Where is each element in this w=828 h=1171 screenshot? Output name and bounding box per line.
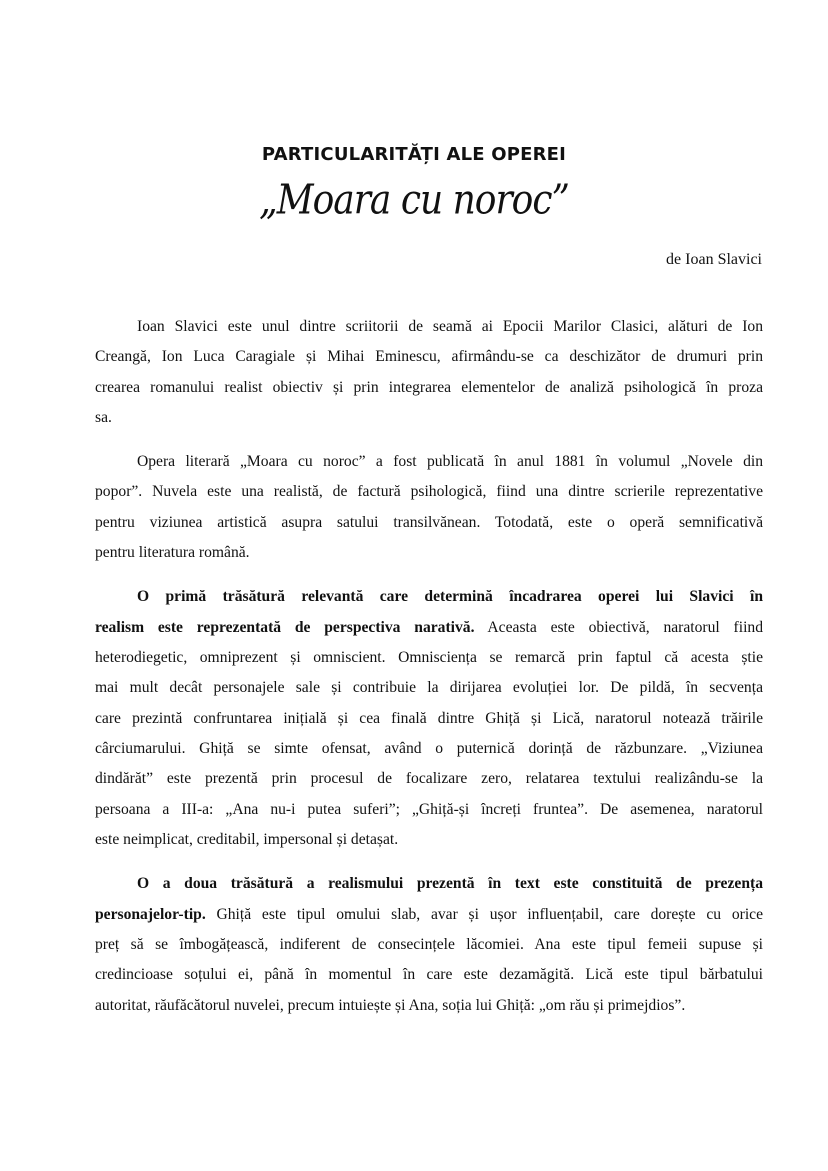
text-span: credincioase soțului ei, până în momentul în care este dezamăgită. Lică este tipul bărbatului xyxy=(95,966,763,984)
text-line xyxy=(95,704,763,734)
text-span: sa. xyxy=(95,409,112,427)
paragraph xyxy=(95,312,763,434)
document-title: PARTICULARITĂȚI ALE OPEREI xyxy=(261,144,567,165)
text-line xyxy=(95,900,763,930)
bold-text: personajelor-tip. xyxy=(95,905,206,923)
text-line xyxy=(95,312,763,342)
text-span: pentru literatura română. xyxy=(95,544,250,562)
text-span: heterodiegetic, omniprezent și omniscient. Omnisciența se remarcă prin faptul că acesta știe xyxy=(95,648,763,666)
text-line xyxy=(95,342,763,372)
bold-text: O a doua trăsătură a realismului prezentă în text este constituită de prezența xyxy=(137,875,763,893)
text-line xyxy=(95,508,763,538)
work-title: „Moara cu noroc” xyxy=(259,176,569,225)
text-span: mai mult decât personajele sale și contribuie la dirijarea evoluției lor. De pildă, în secvența xyxy=(95,679,763,697)
text-span: persoana a III-a: „Ana nu-i putea suferi”; „Ghiță-și încreți fruntea”. De asemenea, naratorul xyxy=(95,800,763,818)
text-line xyxy=(95,960,763,990)
text-line xyxy=(95,447,763,477)
paragraph xyxy=(95,582,763,856)
text-line xyxy=(95,991,763,1021)
paragraph xyxy=(95,869,763,1021)
author-line: de Ioan Slavici xyxy=(666,251,762,268)
text-line xyxy=(95,869,763,899)
text-line xyxy=(95,477,763,507)
text-span: dindărăt” este prezentă prin procesul de focalizare zero, relatarea textului realizându-se la xyxy=(95,770,763,788)
text-line xyxy=(95,930,763,960)
text-span: popor”. Nuvela este una realistă, de factură psihologică, fiind una dintre scrierile reprezentative xyxy=(95,483,763,501)
bold-text: realism este reprezentată de perspectiva narativă. xyxy=(95,618,475,636)
text-line xyxy=(95,373,763,403)
text-line xyxy=(95,795,763,825)
text-line xyxy=(95,825,763,855)
text-line xyxy=(95,643,763,673)
text-span: Opera literară „Moara cu noroc” a fost publicată în anul 1881 în volumul „Novele din xyxy=(137,453,763,471)
text-line xyxy=(95,538,763,568)
text-span: crearea romanului realist obiectiv și prin integrarea elementelor de analiză psihologică în proza xyxy=(95,378,763,396)
text-line xyxy=(95,582,763,612)
bold-text: O primă trăsătură relevantă care determină încadrarea operei lui Slavici în xyxy=(137,588,763,606)
text-span: Ghiță este tipul omului slab, avar și ușor influențabil, care dorește cu orice xyxy=(205,905,763,923)
text-line xyxy=(95,673,763,703)
text-span: cârciumarului. Ghiță se simte ofensat, având o puternică dorință de răzbunzare. „Viziunea xyxy=(95,740,763,758)
document-body xyxy=(95,312,763,1035)
text-span: pentru viziunea artistică asupra satului transilvănean. Totodată, este o operă semnificativă xyxy=(95,513,763,531)
text-line xyxy=(95,764,763,794)
text-span: Aceasta este obiectivă, naratorul fiind xyxy=(474,618,763,636)
text-span: care prezintă confruntarea inițială și cea finală dintre Ghiță și Lică, naratorul notează trăirile xyxy=(95,709,763,727)
text-span: Ioan Slavici este unul dintre scriitorii de seamă ai Epocii Marilor Clasici, alături de Ion xyxy=(137,318,763,335)
text-line xyxy=(95,734,763,764)
text-span: Creangă, Ion Luca Caragiale și Mihai Eminescu, afirmându-se ca deschizător de drumuri prin xyxy=(95,348,763,366)
text-span: autoritat, răufăcătorul nuvelei, precum intuiește și Ana, soția lui Ghiță: „om rău și primejdios”. xyxy=(95,996,686,1014)
text-line xyxy=(95,613,763,643)
text-line xyxy=(95,403,763,433)
text-span: este neimplicat, creditabil, impersonal și detașat. xyxy=(95,831,399,849)
text-span: preț să se îmbogățească, indiferent de consecințele lăcomiei. Ana este tipul femeii supuse și xyxy=(95,935,763,953)
paragraph xyxy=(95,447,763,569)
